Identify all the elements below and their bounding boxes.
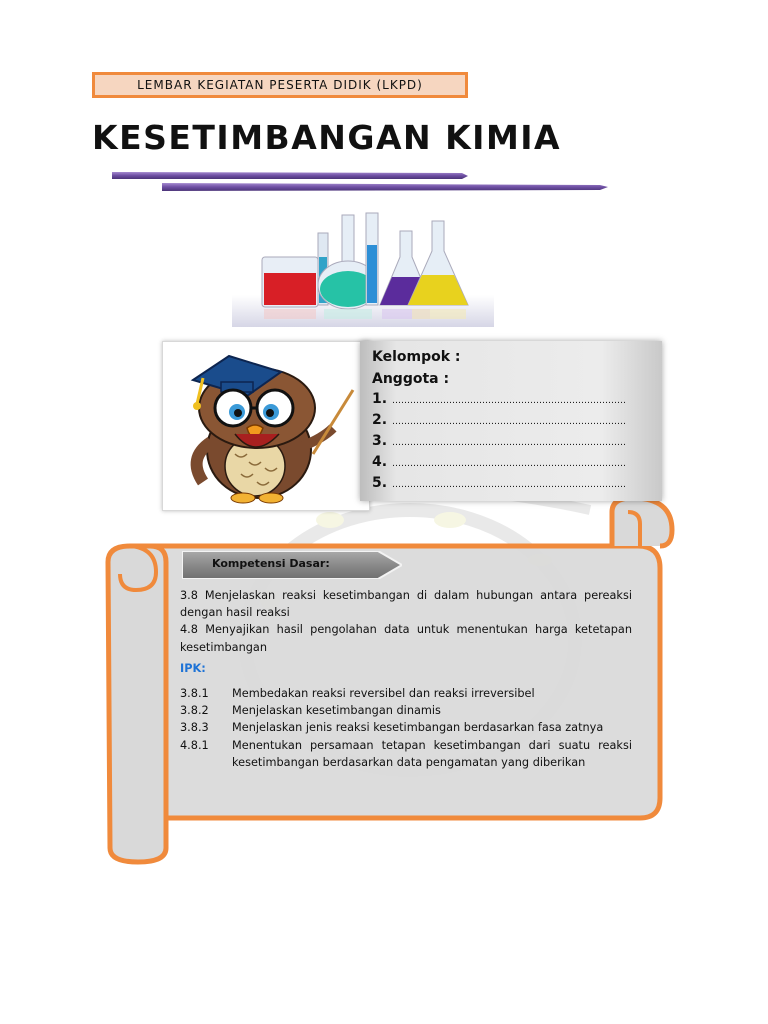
member-dots: …………………………………………………………………… — [391, 417, 626, 427]
member-number: 4. — [372, 454, 388, 470]
member-line[interactable] — [372, 433, 656, 449]
kd-item-3-8: 3.8 Menjelaskan reaksi kesetimbangan di dalam hubungan antara pereaksi dengan hasil reaksi — [180, 589, 632, 620]
member-number: 1. — [372, 391, 388, 407]
kelompok-field[interactable] — [372, 349, 656, 365]
member-dots: …………………………………………………………………… — [391, 396, 626, 406]
page-title: KESETIMBANGAN KIMIA — [92, 118, 562, 157]
kompetensi-tab-label: Kompetensi Dasar: — [212, 557, 330, 570]
member-line[interactable] — [372, 412, 656, 428]
member-line[interactable] — [372, 391, 656, 407]
group-info-card — [360, 341, 662, 501]
member-dots: …………………………………………………………………… — [391, 438, 626, 448]
member-number: 3. — [372, 433, 388, 449]
member-dots: …………………………………………………………………… — [391, 459, 626, 469]
member-number: 2. — [372, 412, 388, 428]
ipk-number: 3.8.2 — [180, 704, 209, 718]
member-dots: …………………………………………………………………… — [391, 480, 626, 490]
kelompok-label: Kelompok : — [372, 349, 461, 365]
owl-image-card — [162, 341, 370, 511]
graduate-owl-teacher-image — [163, 342, 369, 510]
lkpd-label-text: LEMBAR KEGIATAN PESERTA DIDIK (LKPD) — [137, 78, 423, 92]
member-number: 5. — [372, 475, 388, 491]
ipk-number: 4.8.1 — [180, 738, 209, 752]
ipk-text: Menjelaskan jenis reaksi kesetimbangan berdasarkan fasa zatnya — [232, 721, 604, 735]
anggota-label: Anggota : — [372, 371, 450, 387]
ipk-item — [180, 719, 632, 736]
ipk-item — [180, 737, 632, 771]
ipk-item — [180, 685, 632, 702]
kd-item-4-8: 4.8 Menyajikan hasil pengolahan data untuk menentukan harga ketetapan kesetimbangan — [180, 623, 632, 654]
anggota-field[interactable] — [372, 371, 656, 387]
ipk-number: 3.8.1 — [180, 687, 209, 701]
ipk-text: Membedakan reaksi reversibel dan reaksi irreversibel — [232, 687, 535, 701]
ipk-item — [180, 702, 632, 719]
kompetensi-content — [180, 587, 632, 771]
ipk-text: Menentukan persamaan tetapan kesetimbangan dari suatu reaksi kesetimbangan berdasarkan data pengamatan yang diberikan — [232, 738, 632, 769]
member-line[interactable] — [372, 475, 656, 491]
ipk-heading: IPK: — [180, 661, 206, 675]
ipk-number: 3.8.3 — [180, 721, 209, 735]
ipk-text: Menjelaskan kesetimbangan dinamis — [232, 704, 441, 718]
member-line[interactable] — [372, 454, 656, 470]
